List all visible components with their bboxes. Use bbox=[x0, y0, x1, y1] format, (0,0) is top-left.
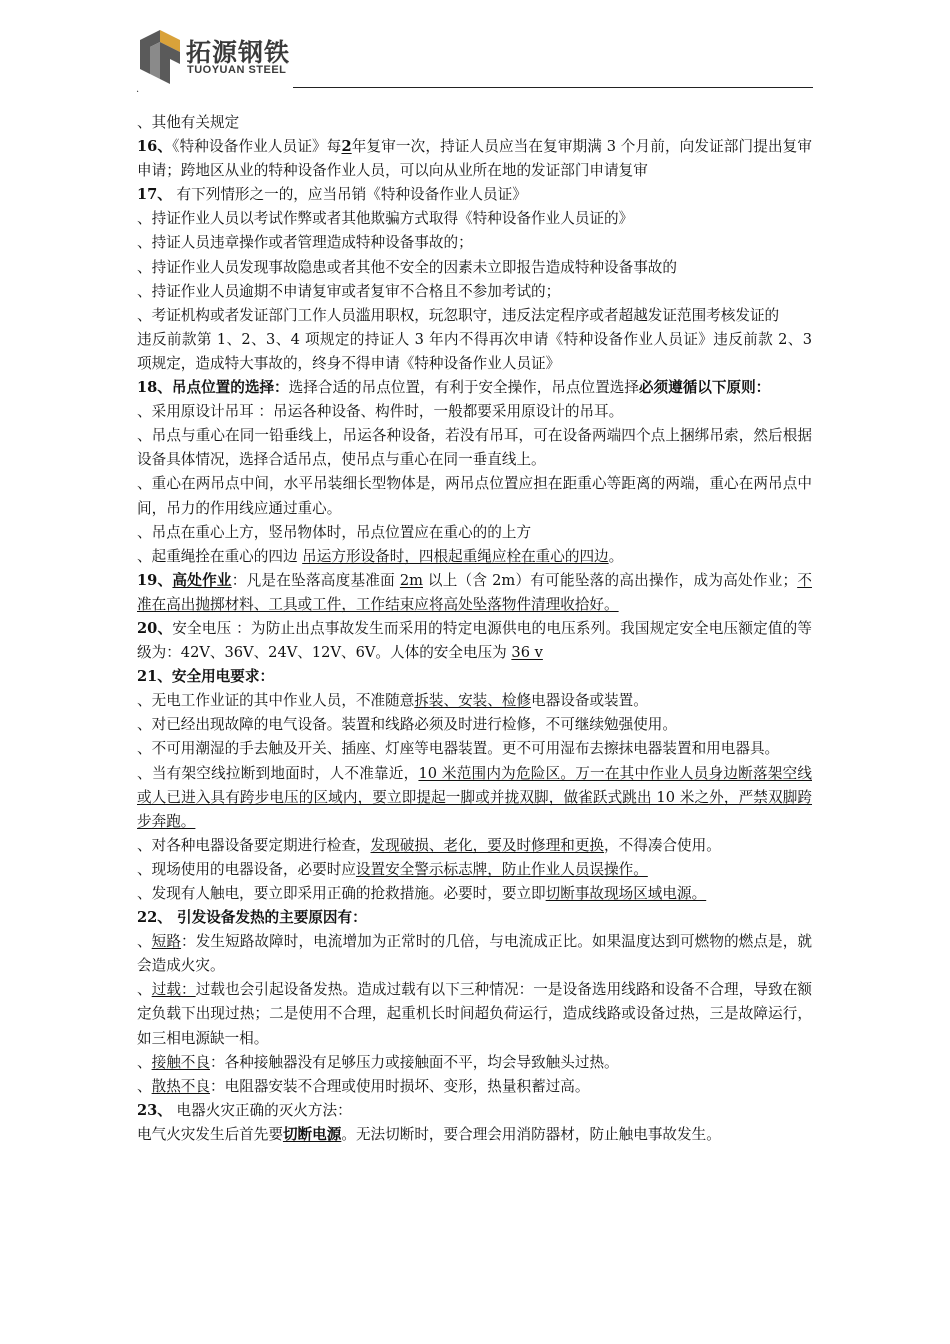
text-run: 、无电工作业证的其中作业人员，不准随意 bbox=[137, 692, 415, 710]
paragraph bbox=[137, 400, 812, 424]
text-run: 19、 bbox=[137, 571, 173, 589]
paragraph bbox=[137, 207, 812, 231]
paragraph bbox=[137, 713, 812, 737]
text-run: 、对各种电器设备要定期进行检查， bbox=[137, 836, 371, 854]
text-run: 17、 bbox=[137, 186, 172, 204]
text-run: 不准在高出抛掷材料、工具或工件，工作结束应将高处坠落物件清理收拾好。 bbox=[137, 571, 812, 613]
text-run: 短路 bbox=[151, 933, 182, 951]
text-run: 、持证作业人员逾期不申请复审或者复审不合格且不参加考试的； bbox=[137, 282, 561, 300]
paragraph bbox=[137, 689, 812, 713]
paragraph bbox=[137, 256, 812, 280]
text-run: 过载也会引起设备发热。造成过载有以下三种情况：一是设备选用线路和设备不合理，导致在额定负载下出现过热；二是使用不合理，起重机长时间超负荷运行，造成线路或设备过热，三是故障运行，如三相电源缺一相。 bbox=[137, 981, 812, 1047]
text-run: 、发现有人触电，要立即采用正确的抢救措施。必要时，要立即 bbox=[137, 885, 546, 902]
text-run: 年复审一次，持证人员应当在复审期满 3 个月前，向发证部门提出复审申请；跨地区从业的特种设备作业人员，可以向从业所在地的发证部门申请复审 bbox=[137, 138, 812, 180]
paragraph bbox=[137, 424, 812, 472]
paragraph bbox=[137, 1051, 812, 1075]
text-run: 。无法切断时，要合理会用消防器材，防止触电事故发生。 bbox=[341, 1125, 721, 1143]
text-run: 选择合适的吊点位置，有利于安全操作，吊点位置选择 bbox=[288, 379, 639, 397]
text-run: 、当有架空线拉断到地面时，人不准靠近， bbox=[137, 764, 419, 782]
text-run: 吊运方形设备时，四根起重绳应栓在重心的四边 bbox=[302, 547, 609, 565]
text-run: 、采用原设计吊耳 ：吊运各种设备、构件时，一般都要采用原设计的吊耳。 bbox=[137, 403, 624, 421]
text-run: 必须遵循以下原则： bbox=[638, 379, 771, 397]
text-run: 、其他有关规定 bbox=[137, 114, 240, 131]
paragraph bbox=[137, 472, 812, 520]
text-run: 16、 bbox=[137, 138, 173, 156]
text-run: 、持证作业人员以考试作弊或者其他欺骗方式取得《特种设备作业人员证的》 bbox=[137, 210, 634, 228]
text-run: 21、安全用电要求： bbox=[137, 668, 275, 686]
text-run: 、持证作业人员发现事故隐患或者其他不安全的因素未立即报告造成特种设备事故的 bbox=[137, 258, 677, 276]
paragraph bbox=[137, 545, 812, 569]
text-run: 电器设备或装置。 bbox=[531, 692, 648, 710]
text-run: 10 米范围内为危险区。万一在其中作业人员身边断落架空线或人已进入具有跨步电压的区域内，要立即提起一脚或并拢双脚，做雀跃式跳出 10 米之外，严禁双脚跨步奔跑。 bbox=[137, 764, 812, 830]
paragraph bbox=[137, 1123, 812, 1147]
paragraph bbox=[137, 858, 812, 882]
text-run: 安全电压 ：为防止出点事故发生而采用的特定电源供电的电压系列。我国规定安全电压额定值的等级为：42V、36V、24V、12V、6V。人体的安全电压为 bbox=[137, 619, 812, 662]
text-run: 、 bbox=[137, 981, 152, 999]
text-run: 高处作业 bbox=[172, 571, 232, 589]
brand-name-cn: 拓源钢铁 bbox=[186, 38, 291, 67]
text-run: 、重心在两吊点中间，水平吊装细长型物体是，两吊点位置应担在距重心等距离的两端，重心在两吊点中间，吊力的作用线应通过重心。 bbox=[137, 475, 812, 517]
text-run: 拆装、安装、检修 bbox=[414, 692, 532, 710]
paragraph bbox=[137, 231, 812, 255]
paragraph bbox=[137, 762, 812, 834]
paragraph bbox=[137, 111, 812, 135]
text-run: ，不得凑合使用。 bbox=[604, 836, 721, 854]
paragraph bbox=[137, 978, 812, 1050]
paragraph bbox=[137, 1099, 812, 1123]
document-body bbox=[137, 111, 812, 1147]
paragraph bbox=[137, 834, 812, 858]
paragraph bbox=[137, 617, 812, 665]
text-run: 发现破损、老化，要及时修理和更换 bbox=[370, 836, 605, 854]
text-run: 、对已经出现故障的电气设备。装置和线路必须及时进行检修，不可继续勉强使用。 bbox=[137, 716, 677, 734]
header-dot: . bbox=[136, 84, 140, 95]
text-run: ：各种接触器没有足够压力或接触面不平，均会导致触头过热。 bbox=[210, 1053, 619, 1071]
text-run: 、吊点与重心在同一铅垂线上，吊运各种设备，若没有吊耳，可在设备两端四个点上捆绑吊索，然后根据设备具体情况，选择合适吊点，使吊点与重心在同一垂直线上。 bbox=[137, 427, 812, 469]
paragraph bbox=[137, 737, 812, 761]
text-run: 切断事故现场区域电源。 bbox=[545, 885, 707, 902]
text-run: 、不可用潮湿的手去触及开关、插座、灯座等电器装置。更不可用湿布去擦抹电器装置和用电器具。 bbox=[137, 740, 780, 758]
paragraph bbox=[137, 882, 812, 906]
text-run: 22、 引发设备发热的主要原因有： bbox=[137, 909, 367, 927]
text-run: 、考证机构或者发证部门工作人员滥用职权，玩忽职守，违反法定程序或者超越发证范围考核发证的 bbox=[137, 306, 780, 324]
text-run: 、 bbox=[137, 933, 152, 951]
brand-name-en: TUOYUAN STEEL bbox=[187, 64, 287, 76]
text-run: 、现场使用的电器设备，必要时应 bbox=[137, 860, 356, 878]
text-run: 电器火灾正确的灭火方法： bbox=[171, 1101, 352, 1119]
paragraph bbox=[137, 135, 812, 183]
page-header bbox=[0, 0, 950, 100]
paragraph bbox=[137, 1075, 812, 1099]
text-run: 散热不良 bbox=[151, 1077, 210, 1095]
text-run: 设置安全警示标志牌，防止作业人员误操作。 bbox=[355, 860, 648, 878]
text-run: 过载： bbox=[151, 981, 196, 999]
text-run: 以上（含 2m）有可能坠落的高出操作，成为高处作业； bbox=[422, 571, 798, 589]
paragraph bbox=[137, 280, 812, 304]
paragraph bbox=[137, 183, 812, 207]
text-run: ：发生短路故障时，电流增加为正常时的几倍，与电流成正比。如果温度达到可燃物的燃点是，就会造成火灾。 bbox=[137, 933, 812, 975]
paragraph bbox=[137, 906, 812, 930]
paragraph bbox=[137, 328, 812, 376]
text-run: 36 v bbox=[511, 644, 543, 662]
paragraph bbox=[137, 569, 812, 617]
text-run: 电气火灾发生后首先要 bbox=[137, 1125, 283, 1143]
paragraph bbox=[137, 930, 812, 978]
text-run: 23、 bbox=[137, 1101, 172, 1119]
text-run: ：凡是在坠落高度基准面 bbox=[231, 571, 400, 589]
paragraph bbox=[137, 304, 812, 328]
text-run: ：电阻器安装不合理或使用时损坏、变形，热量积蓄过高。 bbox=[210, 1077, 590, 1095]
text-run: 、起重绳拴在重心的四边 bbox=[137, 547, 303, 565]
text-run: 切断电源 bbox=[282, 1125, 342, 1143]
text-run: 、 bbox=[137, 1077, 152, 1095]
paragraph bbox=[137, 376, 812, 400]
text-run: 接触不良 bbox=[151, 1053, 210, 1071]
text-run: 2 bbox=[341, 138, 352, 156]
text-run: 18、吊点位置的选择： bbox=[137, 379, 289, 397]
header-rule bbox=[293, 87, 813, 88]
text-run: 。 bbox=[608, 547, 624, 565]
text-run: 有下列情形之一的，应当吊销《特种设备作业人员证》 bbox=[171, 186, 527, 204]
text-run: 、吊点在重心上方，竖吊物体时，吊点位置应在重心的的上方 bbox=[137, 523, 532, 541]
text-run: 、持证人员违章操作或者管理造成特种设备事故的； bbox=[137, 234, 473, 252]
text-run: 违反前款第 1、2、3、4 项规定的持证人 3 年内不得再次申请《特种设备作业人员证》违反前款 2、3 项规定，造成特大事故的，终身不得申请《特种设备作业人员证》 bbox=[137, 330, 812, 372]
text-run: 20、 bbox=[137, 619, 173, 637]
paragraph bbox=[137, 665, 812, 689]
text-run: 2m bbox=[399, 571, 423, 589]
text-run: 、 bbox=[137, 1053, 152, 1071]
text-run: 《特种设备作业人员证》每 bbox=[172, 138, 342, 156]
paragraph bbox=[137, 521, 812, 545]
